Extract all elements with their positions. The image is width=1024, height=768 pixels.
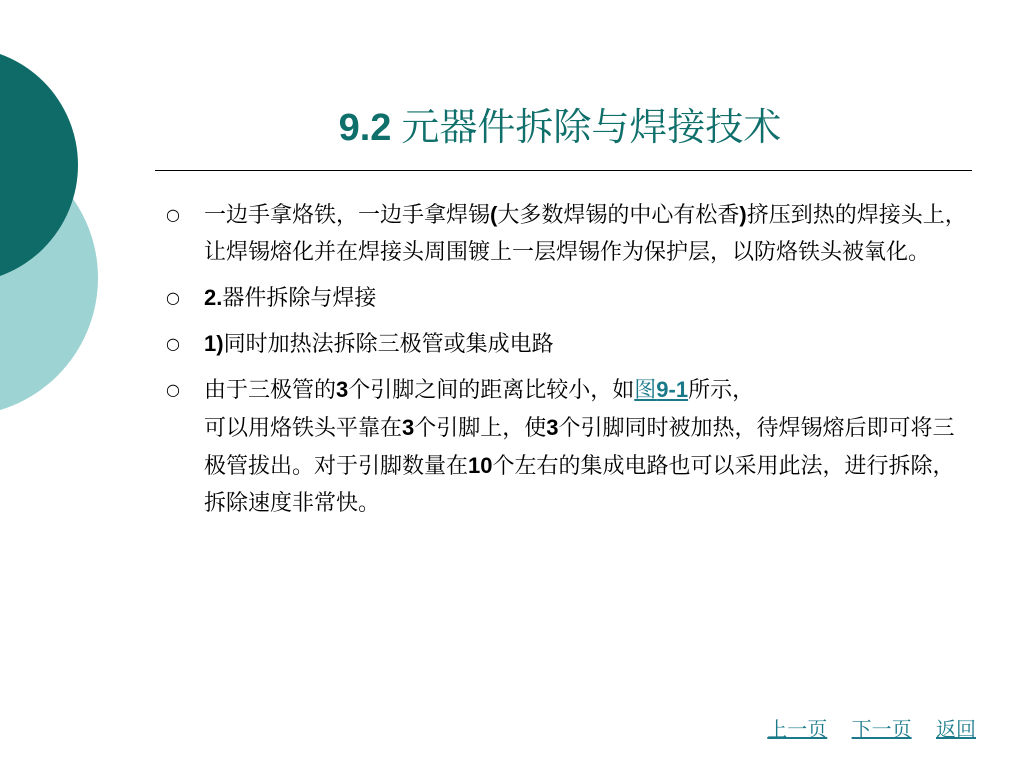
hollow-circle-bullet-icon: ○ <box>166 288 180 307</box>
title-divider <box>155 170 972 171</box>
list-item: ○ 2.器件拆除与焊接 <box>160 279 970 317</box>
list-item: ○ 由于三极管的3个引脚之间的距离比较小，如图9-1所示， 可以用烙铁头平靠在3个引脚上，使3个引脚同时被加热，待焊锡熔后即可将三极管拔出。对于引脚数量在10个左右的集成电路也可以采用此法，进行拆除，拆除速度非常快。 <box>160 371 970 522</box>
list-item: ○ 1)同时加热法拆除三极管或集成电路 <box>160 325 970 363</box>
list-item: ○ 一边手拿烙铁，一边手拿焊锡(大多数焊锡的中心有松香)挤压到热的焊接头上，让焊锡熔化并在焊接头周围镀上一层焊锡作为保护层，以防烙铁头被氧化。 <box>160 196 970 271</box>
hollow-circle-bullet-icon: ○ <box>166 334 180 353</box>
title-number: 9.2 <box>338 107 392 149</box>
decorative-circles <box>0 0 140 420</box>
page-title <box>150 96 970 151</box>
prev-page-link[interactable]: 上一页 <box>767 717 828 741</box>
next-page-link[interactable]: 下一页 <box>851 717 912 741</box>
hollow-circle-bullet-icon: ○ <box>166 205 180 224</box>
hollow-circle-bullet-icon: ○ <box>166 380 180 399</box>
bullet-list <box>160 196 970 530</box>
back-link[interactable]: 返回 <box>936 717 976 741</box>
figure-link[interactable]: 图9-1 <box>634 377 689 403</box>
title-text: 元器件拆除与焊接技术 <box>401 105 782 149</box>
page-navigation <box>749 713 976 742</box>
